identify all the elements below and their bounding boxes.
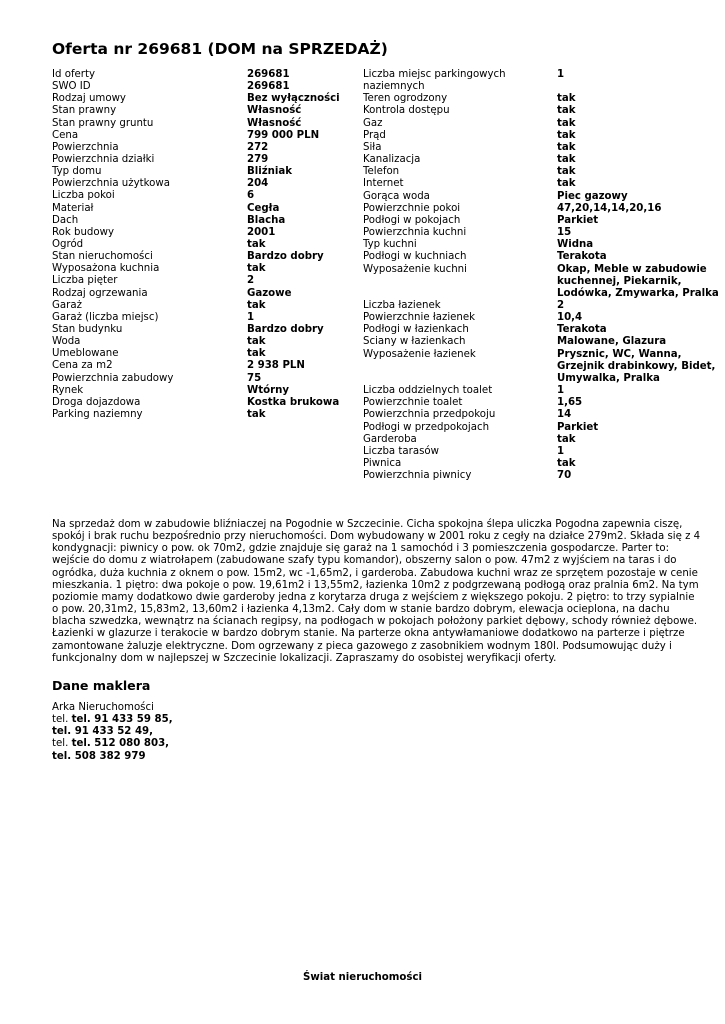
phone-prefix: tel. xyxy=(52,738,72,750)
spec-value: Prysznic, WC, Wanna, Grzejnik drabinkowy, Bidet, Umywalka, Pralka xyxy=(557,348,716,384)
spec-value: tak xyxy=(557,154,576,166)
spec-label: Piwnica xyxy=(363,458,402,469)
spec-value: tak xyxy=(557,433,576,445)
spec-label: Podłogi w pokojach xyxy=(363,214,461,226)
spec-label: Kanalizacja xyxy=(363,154,421,166)
spec-value: 269681 xyxy=(247,69,290,80)
spec-value: 15 xyxy=(557,227,572,239)
phone-number[interactable]: tel. 91 433 52 49, xyxy=(52,726,153,738)
spec-value: tak xyxy=(557,117,576,129)
spec-value: tak xyxy=(247,336,266,348)
spec-row xyxy=(0,434,725,446)
spec-row xyxy=(0,69,725,93)
description-line: blacha szwedzka, wewnątrz na ścianach regipsy, na podłogach w pokojach położony parkiet dębowy, schody również dębowe. xyxy=(52,616,698,628)
description-line: funkcjonalny dom w najlepszej w Szczecinie lokalizacji. Zapraszamy do osobistej weryfikacji oferty. xyxy=(52,652,557,664)
offer-title: Oferta nr 269681 (DOM na SPRZEDAŻ) xyxy=(52,40,388,58)
spec-label: Sciany w łazienkach xyxy=(363,336,466,348)
spec-row xyxy=(0,422,725,434)
spec-value: 2001 xyxy=(247,226,276,238)
spec-label: Liczba miejsc parkingowych naziemnych xyxy=(363,69,506,93)
phone-prefix: tel. xyxy=(52,714,72,726)
spec-label: Gorąca woda xyxy=(363,190,430,202)
spec-row xyxy=(0,105,725,117)
spec-label: Stan prawny gruntu xyxy=(52,117,154,129)
spec-value: Własność xyxy=(247,105,302,117)
spec-value: Blacha xyxy=(247,214,286,226)
spec-row xyxy=(0,385,725,397)
spec-value: tak xyxy=(557,458,576,469)
spec-value: tak xyxy=(557,129,576,141)
spec-value: tak xyxy=(247,348,266,360)
spec-row xyxy=(0,446,725,458)
spec-row xyxy=(0,336,725,348)
spec-label: Stan prawny xyxy=(52,105,117,117)
spec-row xyxy=(0,264,725,300)
spec-label: Powierzchnie toalet xyxy=(363,397,463,409)
spec-value: Widna xyxy=(557,239,594,251)
spec-value: 1 xyxy=(557,69,565,80)
agent-phone[interactable] xyxy=(52,726,173,738)
description-line: zamontowane żaluzje elektryczne. Dom ogrzewany z pieca gazowego z zasobnikiem wodnym 180l. Podsumowując duży i xyxy=(52,640,672,652)
description-line: mieszkania. 1 piętro: dwa pokoje o pow. 19,61m2 i 13,55m2, łazienka 10m2 z podgrzewaną podłogą oraz pralnia 6m2. Na tym xyxy=(52,579,699,591)
offer-description xyxy=(52,519,702,665)
spec-value: Bliźniak xyxy=(247,166,293,178)
spec-row xyxy=(0,251,725,263)
spec-label: Powierzchnia użytkowa xyxy=(52,178,170,190)
agent-name: Arka Nieruchomości xyxy=(52,702,154,713)
spec-row xyxy=(0,191,725,203)
spec-label: Powierzchnie pokoi xyxy=(363,202,461,214)
spec-row xyxy=(0,324,725,336)
spec-value: 1 xyxy=(557,445,565,457)
spec-label: Ogród xyxy=(52,238,84,250)
spec-label: Powierzchnia zabudowy xyxy=(52,372,174,384)
spec-row xyxy=(0,397,725,409)
spec-label: Powierzchnia działki xyxy=(52,153,155,165)
spec-label: Powierzchnia piwnicy xyxy=(363,470,472,482)
spec-label: Woda xyxy=(52,336,81,348)
spec-label: Materiał xyxy=(52,202,94,214)
spec-value: Bardzo dobry xyxy=(247,323,324,335)
spec-value: tak xyxy=(557,166,576,178)
spec-value: 269681 xyxy=(247,81,290,93)
spec-label: Droga dojazdowa xyxy=(52,396,141,408)
spec-row xyxy=(0,300,725,312)
spec-row xyxy=(0,178,725,190)
spec-row xyxy=(0,142,725,154)
spec-label: Podłogi w kuchniach xyxy=(363,251,467,263)
spec-label: Telefon xyxy=(363,166,400,178)
spec-label: Liczba oddzielnych toalet xyxy=(363,385,493,397)
spec-row xyxy=(0,203,725,215)
description-line: spokój i brak ruchu bezpośrednio przy nieruchomości. Dom wybudowany w 2001 roku z cegły na działce 279m2. Składa się z 4 xyxy=(52,531,701,543)
spec-value: Bardzo dobry xyxy=(247,251,324,263)
phone-number[interactable]: tel. 512 080 803, xyxy=(71,738,170,750)
spec-label: Rodzaj umowy xyxy=(52,93,126,105)
spec-value: Terakota xyxy=(557,324,607,336)
spec-row xyxy=(0,239,725,251)
spec-value: Wtórny xyxy=(247,384,290,396)
spec-value: Kostka brukowa xyxy=(247,396,340,408)
spec-label: Liczba pięter xyxy=(52,275,118,287)
spec-value: Parkiet xyxy=(557,421,599,433)
spec-value: tak xyxy=(247,238,266,250)
spec-row xyxy=(0,93,725,105)
spec-value: 75 xyxy=(247,372,262,384)
spec-label: Id oferty xyxy=(52,69,96,80)
spec-value: 6 xyxy=(247,190,255,202)
spec-value: tak xyxy=(247,263,266,275)
spec-row xyxy=(0,154,725,166)
spec-label: Podłogi w łazienkach xyxy=(363,324,469,336)
description-line: Na sprzedaż dom w zabudowie bliźniaczej na Pogodnie w Szczecinie. Cicha spokojna ślepa uliczka Pogodna zapewnia ciszę, xyxy=(52,519,683,530)
spec-row xyxy=(0,312,725,324)
spec-label: Stan nieruchomości xyxy=(52,251,153,263)
spec-label: Parking naziemny xyxy=(52,408,143,420)
spec-label: Cena za m2 xyxy=(52,360,113,372)
spec-label: Kontrola dostępu xyxy=(363,105,450,117)
description-line: o pow. 20,31m2, 15,83m2, 13,60m2 i łazienka 4,13m2. Cały dom w stanie bardzo dobrym, elewacja ocieplona, na dachu xyxy=(52,604,670,616)
description-line: poziomie mamy dodatkowo dwie garderoby jedna z korytarza druga z wejściem z większego pokoju. 2 piętro: to trzy sypialnie xyxy=(52,591,695,603)
spec-row xyxy=(0,409,725,421)
spec-label: Stan budynku xyxy=(52,323,123,335)
spec-label: Dach xyxy=(52,214,79,226)
spec-label: Liczba pokoi xyxy=(52,190,115,202)
spec-label: Prąd xyxy=(363,129,386,141)
spec-label: Rynek xyxy=(52,384,84,396)
spec-value: Bez wyłączności xyxy=(247,93,340,105)
spec-value: tak xyxy=(557,105,576,117)
spec-value: Własność xyxy=(247,117,302,129)
spec-row xyxy=(0,130,725,142)
agent-phone[interactable] xyxy=(52,751,173,763)
spec-value: Piec gazowy xyxy=(557,190,628,202)
spec-value: 70 xyxy=(557,470,572,482)
spec-label: Siła xyxy=(363,141,382,153)
phone-number[interactable]: tel. 508 382 979 xyxy=(52,750,146,762)
spec-value: 1,65 xyxy=(557,397,583,409)
spec-label: Powierzchnie łazienek xyxy=(363,312,476,324)
spec-label: Gaz xyxy=(363,117,383,129)
spec-value: tak xyxy=(557,178,576,190)
spec-value: 47,20,14,14,20,16 xyxy=(557,202,662,214)
spec-value: Malowane, Glazura xyxy=(557,336,667,348)
spec-label: Wyposażenie kuchni xyxy=(363,263,467,275)
spec-label: Teren ogrodzony xyxy=(363,93,448,105)
spec-value: tak xyxy=(557,93,576,105)
spec-label: Podłogi w przedpokojach xyxy=(363,421,490,433)
spec-row xyxy=(0,166,725,178)
spec-label: Garderoba xyxy=(363,433,417,445)
spec-value: 272 xyxy=(247,141,269,153)
spec-label: Typ kuchni xyxy=(363,239,417,251)
spec-label: Rok budowy xyxy=(52,226,114,238)
spec-label: Wyposażenie łazienek xyxy=(363,348,476,360)
agent-phone[interactable] xyxy=(52,738,173,750)
description-line: wejście do domu z wiatrołapem (zabudowane szafy typu komandor), obszerny salon o pow. 47m2 z wyjściem na taras i do xyxy=(52,555,677,567)
description-line: kondygnacji: piwnicy o pow. ok 70m2, gdzie znajduje się garaż na 1 samochód i 3 pomieszczenia gospodarcze. Parter to: xyxy=(52,543,670,555)
specs-right-column xyxy=(0,69,725,482)
spec-value: tak xyxy=(247,408,266,420)
spec-label: Liczba tarasów xyxy=(363,445,439,457)
spec-value: 14 xyxy=(557,409,572,421)
spec-value: 1 xyxy=(557,385,565,397)
spec-label: Typ domu xyxy=(52,166,102,178)
phone-number[interactable]: tel. 91 433 59 85, xyxy=(71,714,173,726)
spec-value: 10,4 xyxy=(557,312,583,324)
spec-value: Terakota xyxy=(557,251,607,263)
spec-label: Garaż xyxy=(52,299,82,311)
spec-value: 2 xyxy=(247,275,255,287)
spec-row xyxy=(0,227,725,239)
spec-row xyxy=(0,470,725,482)
spec-row xyxy=(0,349,725,385)
spec-label: SWO ID xyxy=(52,81,91,93)
spec-value: 2 938 PLN xyxy=(247,360,305,372)
spec-row xyxy=(0,458,725,470)
spec-value: 279 xyxy=(247,153,269,165)
agent-details xyxy=(52,702,173,763)
spec-value: Okap, Meble w zabudowie kuchennej, Piekarnik, Lodówka, Zmywarka, Pralka xyxy=(557,263,719,299)
spec-value: tak xyxy=(557,141,576,153)
spec-value: Gazowe xyxy=(247,287,292,299)
spec-label: Liczba łazienek xyxy=(363,299,441,311)
spec-value: 1 xyxy=(247,311,255,323)
agent-phone[interactable] xyxy=(52,714,173,726)
spec-value: Cegła xyxy=(247,202,280,214)
spec-row xyxy=(0,215,725,227)
spec-row xyxy=(0,118,725,130)
spec-label: Umeblowane xyxy=(52,348,119,360)
spec-value: 2 xyxy=(557,299,565,311)
spec-label: Powierzchnia kuchni xyxy=(363,227,467,239)
spec-value: Parkiet xyxy=(557,214,599,226)
spec-value: tak xyxy=(247,299,266,311)
description-line: Łazienki w glazurze i terakocie w bardzo dobrym stanie. Na parterze okna antywłamaniowe dodatkowo na parterze i piętrze xyxy=(52,628,685,640)
spec-label: Cena xyxy=(52,129,79,141)
spec-value: 799 000 PLN xyxy=(247,129,320,141)
spec-label: Powierzchnia xyxy=(52,141,119,153)
footer-brand: Świat nieruchomości xyxy=(303,972,422,983)
description-line: ogródka, duża kuchnia z oknem o pow. 15m2, wc -1,65m2, i garderoba. Zabudowa kuchni wraz ze sprzętem pozostaje w cenie xyxy=(52,567,698,579)
agent-heading: Dane maklera xyxy=(52,678,151,693)
spec-label: Rodzaj ogrzewania xyxy=(52,287,148,299)
spec-value: 204 xyxy=(247,178,269,190)
spec-label: Garaż (liczba miejsc) xyxy=(52,311,159,323)
spec-label: Internet xyxy=(363,178,404,190)
spec-label: Wyposażona kuchnia xyxy=(52,263,160,275)
spec-label: Powierzchnia przedpokoju xyxy=(363,409,496,421)
